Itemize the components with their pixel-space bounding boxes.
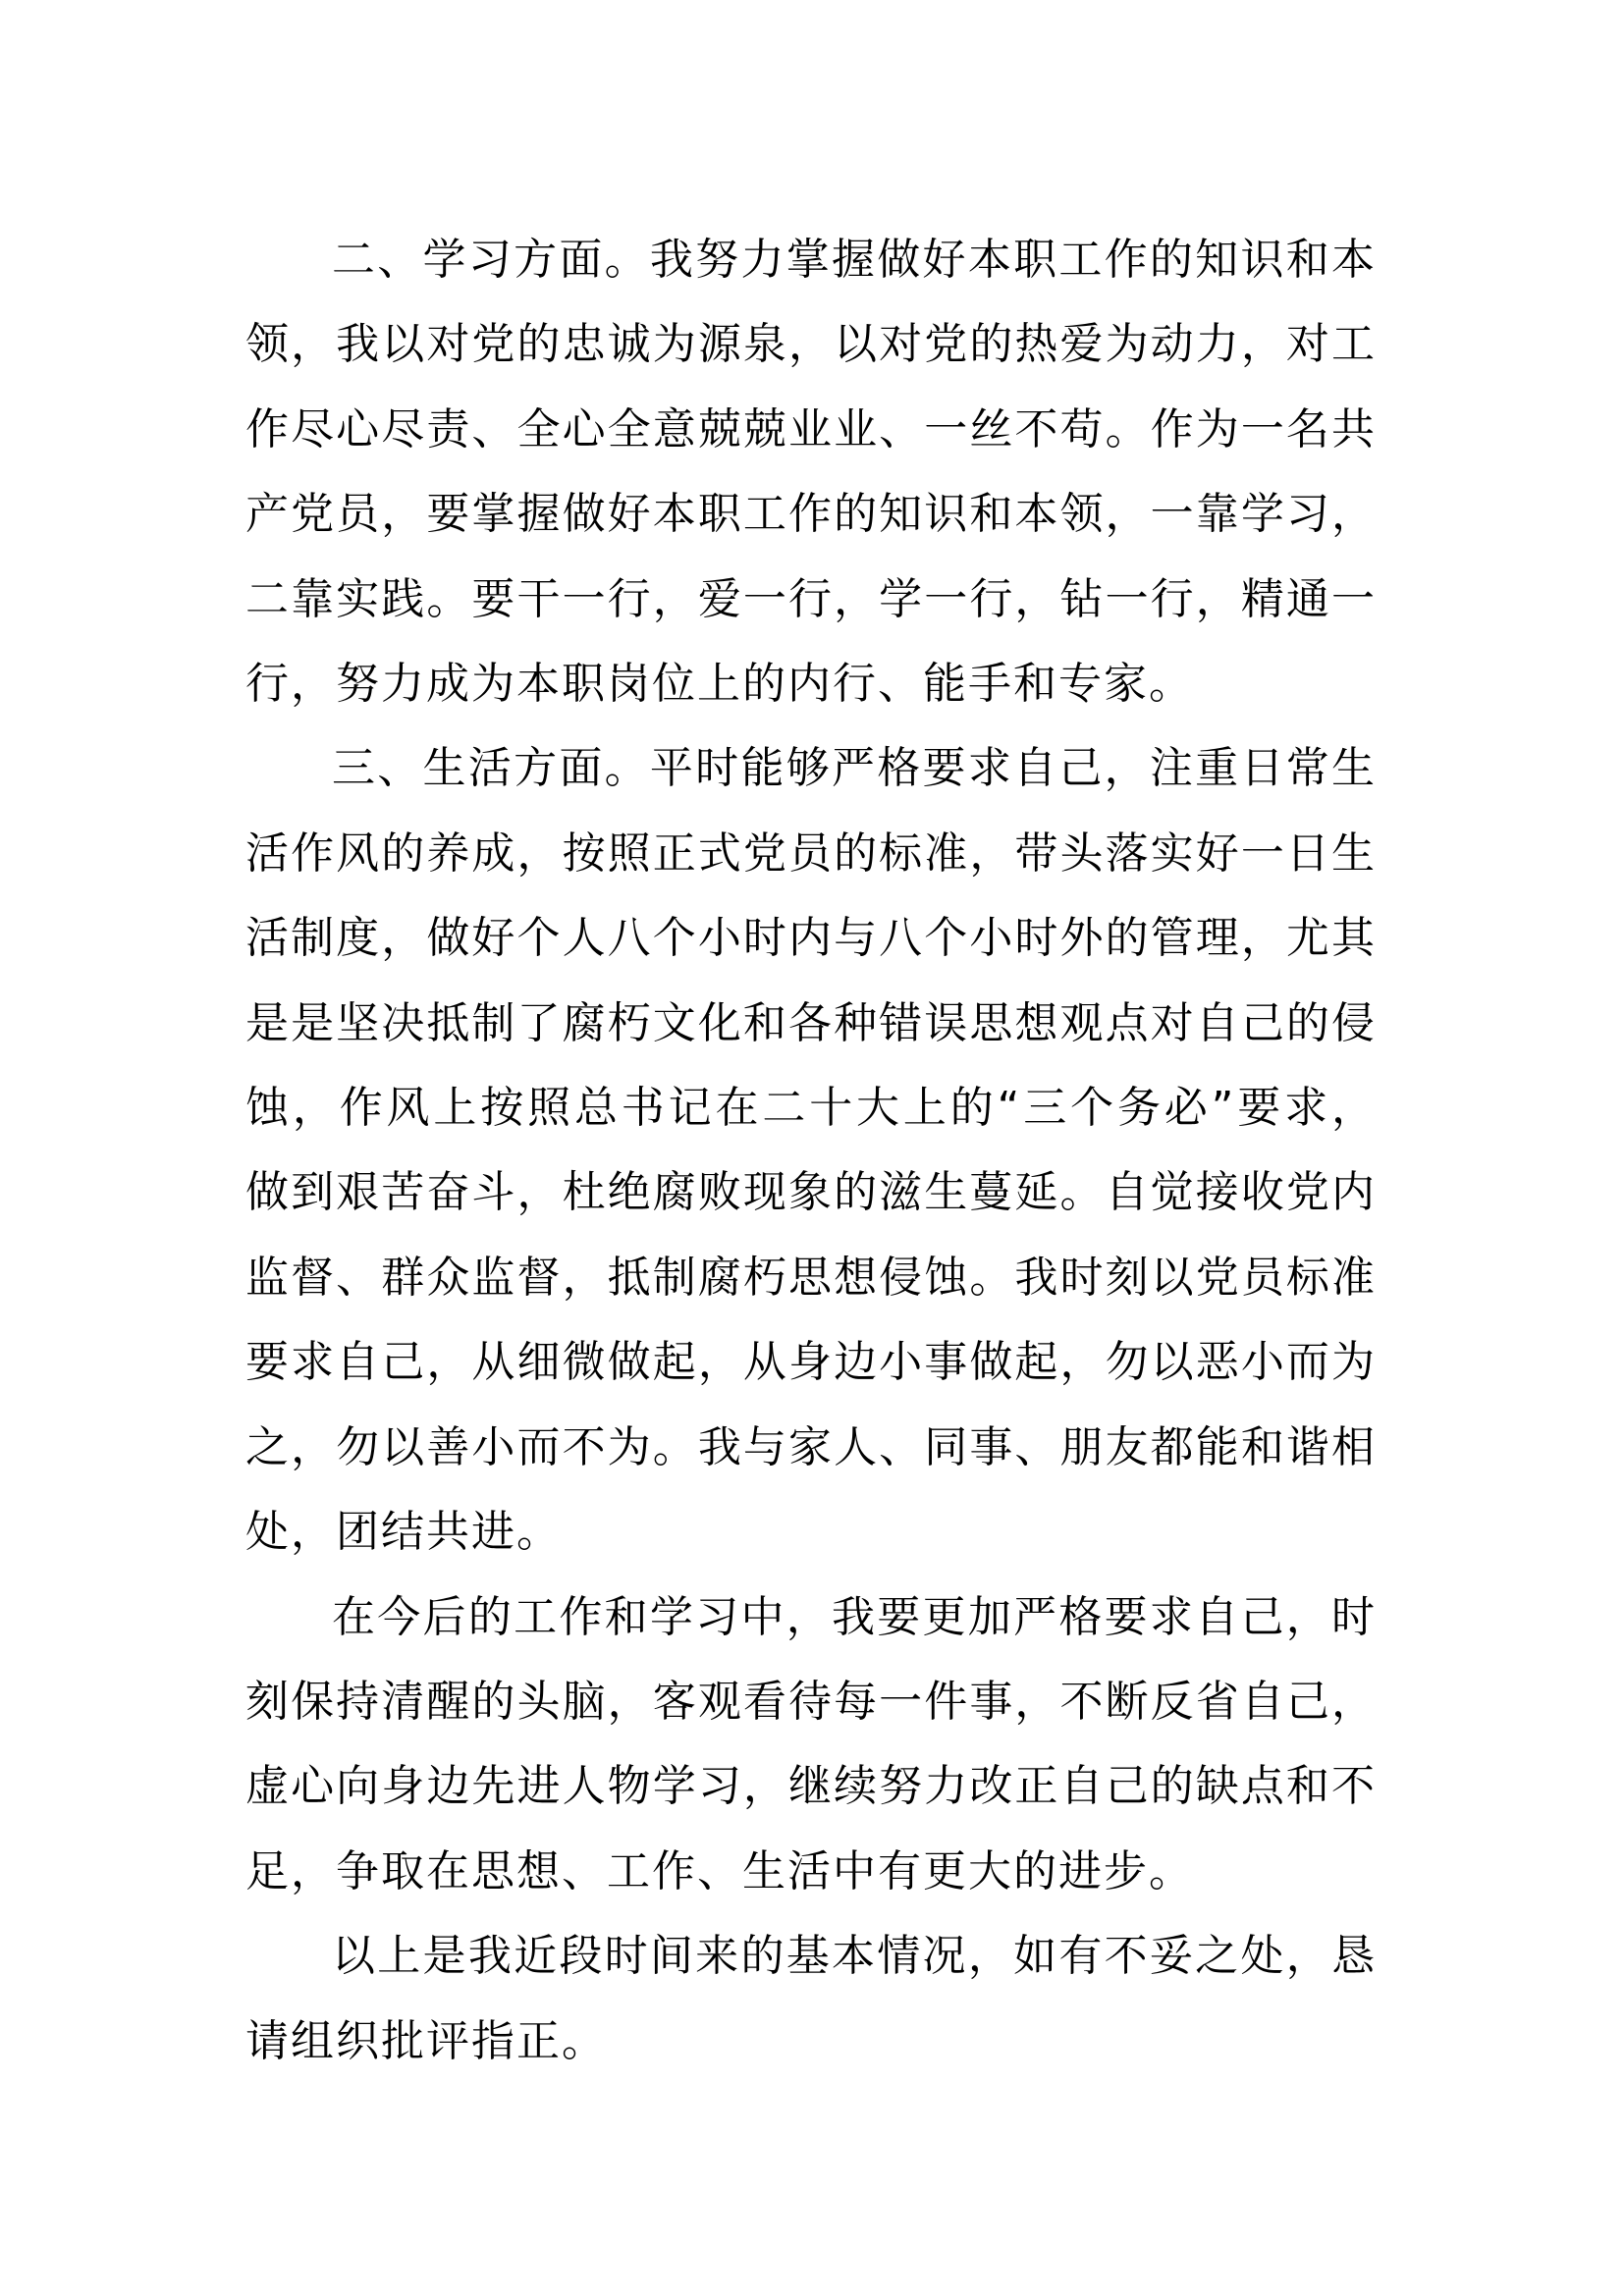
paragraph-closing: 以上是我近段时间来的基本情况，如有不妥之处，恳请组织批评指正。 (245, 1931, 1377, 2066)
paragraph-study: 二、学习方面。我努力掌握做好本职工作的知识和本领，我以对党的忠诚为源泉，以对党的热爱为动力，对工作尽心尽责、全心全意兢兢业业、一丝不苟。作为一名共产党员，要掌握做好本职工作的知识和本领，一靠学习，二靠实践。要干一行，爱一行，学一行，钻一行，精通一行，努力成为本职岗位上的内行、能手和专家。 (245, 235, 1377, 710)
paragraph-life: 三、生活方面。平时能够严格要求自己，注重日常生活作风的养成，按照正式党员的标准，带头落实好一日生活制度，做好个人八个小时内与八个小时外的管理，尤其是是坚决抵制了腐朽文化和各种错误思想观点对自己的侵蚀，作风上按照总书记在二十大上的“三个务必”要求，做到艰苦奋斗，杜绝腐败现象的滋生蔓延。自觉接收党内监督、群众监督，抵制腐朽思想侵蚀。我时刻以党员标准要求自己，从细微做起，从身边小事做起，勿以恶小而为之，勿以善小而不为。我与家人、同事、朋友都能和谐相处，团结共进。 (245, 743, 1377, 1558)
document-page (245, 218, 1377, 2084)
paragraph-future: 在今后的工作和学习中，我要更加严格要求自己，时刻保持清醒的头脑，客观看待每一件事，不断反省自己，虚心向身边先进人物学习，继续努力改正自己的缺点和不足，争取在思想、工作、生活中有更大的进步。 (245, 1591, 1377, 1896)
